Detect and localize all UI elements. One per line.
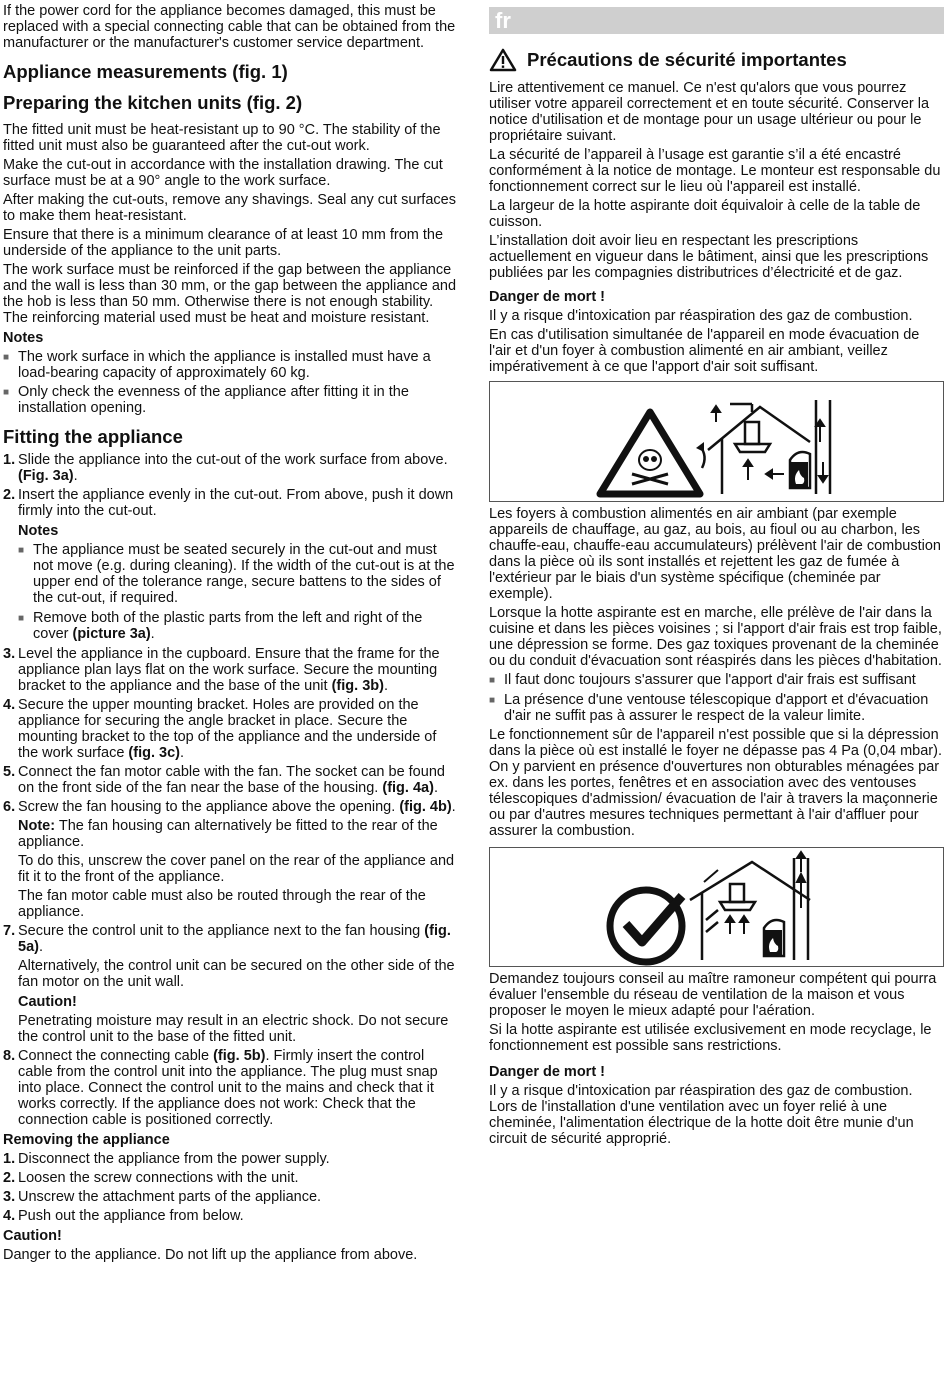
language-tab: fr	[489, 7, 944, 34]
step-6-paragraph: To do this, unscrew the cover panel on the rear of the appliance and fit it to the front of the appliance.	[18, 853, 455, 885]
step-2: 2. Insert the appliance evenly in the cut-out. From above, push it down firmly into the cut-out.	[3, 487, 454, 519]
step-6-paragraph: The fan motor cable must also be routed through the rear of the appliance.	[18, 888, 426, 920]
danger-paragraph: En cas d'utilisation simultanée de l'appareil en mode évacuation de l'air et d'un foyer à combustion alimenté en air ambiant, veillez impérativement à ce que l'apport d'air soit suffisant.	[489, 327, 920, 375]
combustion-paragraph: Lorsque la hotte aspirante est en marche, elle prélève de l'air dans la cuisine et dans les pièces voisines ; si l'apport d'air frais est trop faible, une dépression se forme. Des gaz toxiques provenant de la cheminée ou du conduit d'évacuation sont réaspirés dans les pièces d'habitation.	[489, 605, 942, 669]
prep-paragraph: The fitted unit must be heat-resistant up to 90 °C. The stability of the fitted unit must also be guaranteed after the cut-out work.	[3, 122, 441, 154]
square-bullet-icon: ■	[3, 387, 10, 398]
final-caution-heading: Caution!	[3, 1228, 62, 1244]
heading-appliance-measurements: Appliance measurements (fig. 1)	[3, 61, 288, 82]
step-5: 5. Connect the fan motor cable with the fan. The socket can be found on the front side of the fan near the base of the housing. (fig. 4a).	[3, 764, 445, 796]
function-paragraph: Le fonctionnement sûr de l'appareil n'est possible que si la dépression dans la pièce où est installé le foyer ne dépasse pas 4 Pa (0,04 mbar). On y parvient en présence d'ouvertures non obturables ménagées par ex. dans les portes, fenêtres et en association avec des ventouses télescopiques d'admission/ évacuation de l'air à travers la maçonnerie ou par d'autres mesures techniques permettant à l'air d'affluer pour assurer la combustion.	[489, 727, 942, 839]
step-6-note: Note: The fan housing can alternatively be fitted to the rear of the appliance.	[18, 818, 438, 850]
heading-fitting-appliance: Fitting the appliance	[3, 426, 183, 447]
house-ventilation-icon	[690, 858, 810, 960]
combustion-paragraph: Les foyers à combustion alimentés en air ambiant (par exemple appareils de chauffage, au gaz, au bois, au fioul ou au charbon, les chauffe-eau, chauffe-eau accumulateurs) prélèvent l'air de combustion dans la pièce où ils sont installés et rejettent les gaz de fumée à l'extérieur par le biais d'un système spécifique (cheminée par exemple).	[489, 506, 941, 602]
safety-paragraph: Lire attentivement ce manuel. Ce n'est qu'alors que vous pourrez utiliser votre appareil correctement et en toute sécurité. Conserver la notice d'utilisation et de montage pour un usage ultérieur ou pour le propriétaire suivant.	[489, 80, 930, 144]
bullet-item: ■ La présence d'une ventouse télescopique d'apport et d'évacuation d'air ne suffit pas à assurer le respect de la valeur limite.	[489, 692, 929, 724]
danger-paragraph: Il y a risque d'intoxication par réaspiration des gaz de combustion. Lors de l'installation d'une ventilation avec un foyer relié à une cheminée, l'alimentation électrique de la hotte doit être munie d'un circuit de sécurité approprié.	[489, 1083, 914, 1147]
combustion-danger-figure	[489, 381, 944, 502]
combustion-safe-figure	[489, 847, 944, 967]
checkmark-circle-icon	[610, 890, 682, 962]
step-3: 3. Level the appliance in the cupboard. Ensure that the frame for the appliance plan lays flat on the work surface. Secure the mounting bracket to the appliance and the base of the unit (fig. 3b).	[3, 646, 440, 694]
french-column	[489, 7, 944, 1150]
skull-warning-icon	[600, 412, 700, 494]
step-2-note: ■ The appliance must be seated securely in the cut-out and must not move (e.g. during cleaning). If the width of the cut-out is at the upper end of the tolerance range, secure battens to the sides of the cut-out, if required.	[18, 542, 455, 606]
heading-preparing-kitchen-units: Preparing the kitchen units (fig. 2)	[3, 92, 303, 113]
power-cord-paragraph: If the power cord for the appliance becomes damaged, this must be replaced with a special connecting cable that can be obtained from the manufacturer or the manufacturer's customer service department.	[3, 3, 456, 51]
removing-step: 4. Push out the appliance from below.	[3, 1208, 244, 1224]
final-caution-text: Danger to the appliance. Do not lift up the appliance from above.	[3, 1247, 418, 1263]
prep-paragraph: The work surface must be reinforced if the gap between the appliance and the wall is less than 30 mm, or the gap between the appliance and the hob is less than 50 mm. Otherwise there is not enough stability. The reinforcing material used must be heat and moisture resistant.	[3, 262, 457, 326]
danger-paragraph: Il y a risque d'intoxication par réaspiration des gaz de combustion.	[489, 308, 913, 324]
step-7-paragraph: Alternatively, the control unit can be secured on the other side of the fan motor on the unit wall.	[18, 958, 455, 990]
step-7: 7. Secure the control unit to the appliance next to the fan housing (fig. 5a).	[3, 923, 451, 955]
step-6: 6. Screw the fan housing to the appliance above the opening. (fig. 4b).	[3, 799, 456, 815]
safety-paragraph: La sécurité de l’appareil à l’usage est garantie s’il a été encastré conformément à la notice de montage. Le monteur est responsable du fonctionnement correct sur le lieu où l'appareil est installé.	[489, 147, 941, 195]
removing-heading: Removing the appliance	[3, 1132, 170, 1148]
note-item: ■ Only check the evenness of the appliance after fitting it in the installation opening.	[3, 384, 409, 416]
advice-paragraph: Demandez toujours conseil au maître ramoneur compétent qui pourra évaluer l'ensemble du réseau de ventilation de la maison et vous proposer le moyen le mieux adapté pour l'aération.	[489, 971, 937, 1019]
safety-heading: Précautions de sécurité importantes	[489, 48, 944, 72]
square-bullet-icon: ■	[489, 695, 496, 706]
prep-paragraph: After making the cut-outs, remove any shavings. Seal any cut surfaces to make them heat-resistant.	[3, 192, 456, 224]
warning-triangle-icon	[489, 48, 517, 72]
step-7-caution-text: Penetrating moisture may result in an electric shock. Do not secure the control unit to the base of the fitted unit.	[18, 1013, 449, 1045]
prep-paragraph: Ensure that there is a minimum clearance of at least 10 mm from the underside of the appliance to the unit parts.	[3, 227, 444, 259]
step-2-note: ■ Remove both of the plastic parts from the left and right of the cover (picture 3a).	[18, 610, 423, 642]
safety-paragraph: La largeur de la hotte aspirante doit équivaloir à celle de la table de cuisson.	[489, 198, 921, 230]
combustion-safe-illustration	[490, 848, 943, 966]
step-2-notes-heading: Notes	[18, 523, 59, 539]
danger-heading: Danger de mort !	[489, 289, 606, 305]
advice-paragraph: Si la hotte aspirante est utilisée exclusivement en mode recyclage, le fonctionnement est possible sans restrictions.	[489, 1022, 932, 1054]
square-bullet-icon: ■	[489, 675, 496, 686]
step-8: 8. Connect the connecting cable (fig. 5b). Firmly insert the control cable from the control unit into the appliance. The plug must snap into place. Connect the control unit to the mains and check that it works correctly. If the appliance does not work: Check that the connection cable is positioned correctly.	[3, 1048, 438, 1128]
bullet-item: ■ Il faut donc toujours s'assurer que l'apport d'air frais est suffisant	[489, 672, 916, 688]
square-bullet-icon: ■	[18, 613, 25, 624]
safety-paragraph: L’installation doit avoir lieu en respectant les prescriptions actuellement en vigueur dans le bâtiment, ainsi que les prescriptions publiées par les compagnies distributrices d’électricité et de gaz.	[489, 233, 929, 281]
notes-heading: Notes	[3, 330, 44, 346]
step-4: 4. Secure the upper mounting bracket. Holes are provided on the appliance for securing the angle bracket in place. Secure the mounting bracket to the top of the appliance and the underside of the work surface (fig. 3c).	[3, 697, 437, 761]
step-7-caution-heading: Caution!	[18, 994, 77, 1010]
square-bullet-icon: ■	[18, 545, 25, 556]
prep-paragraph: Make the cut-out in accordance with the installation drawing. The cut surface must be at a 90° angle to the work surface.	[3, 157, 443, 189]
combustion-danger-illustration	[490, 382, 943, 501]
square-bullet-icon: ■	[3, 352, 10, 363]
house-ventilation-icon	[708, 400, 830, 494]
removing-step: 2. Loosen the screw connections with the unit.	[3, 1170, 299, 1186]
removing-step: 1. Disconnect the appliance from the power supply.	[3, 1151, 330, 1167]
step-1: 1. Slide the appliance into the cut-out of the work surface from above. (Fig. 3a).	[3, 452, 448, 484]
danger-heading: Danger de mort !	[489, 1064, 606, 1080]
english-column	[3, 3, 457, 1266]
removing-step: 3. Unscrew the attachment parts of the appliance.	[3, 1189, 322, 1205]
note-item: ■ The work surface in which the appliance is installed must have a load-bearing capacity of approximately 60 kg.	[3, 349, 431, 381]
